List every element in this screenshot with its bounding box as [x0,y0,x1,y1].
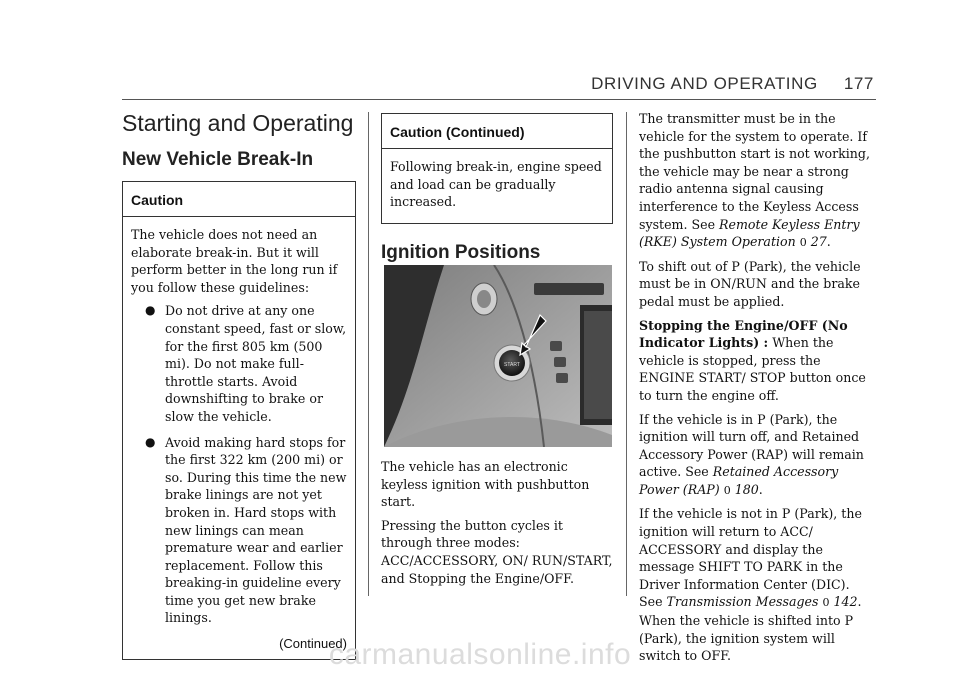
p4-text: If the vehicle is in P (Park), the ignition will turn off, and Retained Accessory Power (RAP) will remain active. See [639,411,864,480]
caution-intro: The vehicle does not need an elaborate break-in. But it will perform better in the long run if you follow these guidelines: [131,227,338,295]
bullet-mark: ● [145,303,156,318]
continued-label: (Continued) [279,636,347,652]
ignition-paragraph-1: The vehicle has an electronic keyless ignition with pushbutton start. [381,459,590,510]
transmitter-paragraph: The transmitter must be in the vehicle for the system to operate. If the pushbutton start is not working, the vehicle may be near a strong radio antenna signal causing interference to the Keyless Access system. See Remote Keyless Entry (RKE) System Operation 0 27. [639,111,870,250]
rke-page-ref[interactable]: 27 [810,234,827,250]
ignition-illustration [384,265,612,447]
transmission-reference-link[interactable]: Transmission Messages [666,594,819,610]
caution-bullet [131,434,347,628]
caution-bullet [131,302,347,425]
header-section: DRIVING AND OPERATING [591,74,818,93]
ignition-button-photo [384,265,612,447]
column-1 [122,110,356,660]
p5-text: If the vehicle is not in P (Park), the ignition will return to ACC/ ACCESSORY and display the message SHIFT TO PARK in the Driver Information Center (DIC). See [639,506,862,610]
subsection-title: New Vehicle Break-In [122,149,314,170]
watermark: carmanualsonline.info [328,638,632,671]
bullet-mark: ● [145,434,156,449]
column-2 [381,113,613,264]
transmission-page-ref[interactable]: 142 [833,594,858,610]
column-3 [639,110,877,671]
shift-paragraph: To shift out of P (Park), the vehicle must be in ON/RUN and the brake pedal must be applied. [639,258,861,309]
bullet-text: Avoid making hard stops for the first 322 km (200 mi) or so. During this time the new brake linings are not yet broken in. Hard stops with new linings can mean premature wear and earlier replacement. Follow this breaking-in guideline every time you get new brake linings. [165,434,347,626]
ignition-paragraph-2: Pressing the button cycles it through three modes: ACC/ACCESSORY, ON/ RUN/START, and Stopping the Engine/OFF. [381,517,613,586]
caution-continued-text: Following break-in, engine speed and load can be gradually increased. [390,159,602,210]
page-number: 177 [843,74,874,93]
column-divider-2 [626,112,627,596]
svg-text:START: START [504,362,520,368]
caution-box [122,181,356,660]
rap-reference-link[interactable]: Retained Accessory Power (RAP) [639,464,839,497]
stopping-paragraph [639,317,877,405]
p5-tail: . When the vehicle is shifted into P (Park), the ignition system will switch to OFF. [639,594,862,664]
p1-text: The transmitter must be in the vehicle for the system to operate. If the pushbutton start is not working, the vehicle may be near a strong radio antenna signal causing interference to the Keyless Access system. See [639,111,870,232]
page-ref-icon: 0 [799,236,807,250]
rap-page-ref[interactable]: 180 [734,481,759,497]
rke-reference-link[interactable]: Remote Keyless Entry (RKE) System Operation [639,216,860,250]
page-ref-icon: 0 [723,483,731,497]
column-2-text [381,458,613,593]
column-divider-1 [368,112,369,596]
stopping-heading: Stopping the Engine/OFF (No Indicator Lights) : [639,317,848,351]
bullet-text: Do not drive at any one constant speed, fast or slow, for the first 805 km (500 mi). Do not make full-throttle starts. Avoid downshifting to brake or slow the vehicle. [165,303,347,424]
park-paragraph: If the vehicle is in P (Park), the ignition will turn off, and Retained Accessory Power (RAP) will remain active. See Retained Accessory Power (RAP) 0 180. [639,411,864,497]
caution-title: Caution [123,182,355,217]
page-header [591,74,874,94]
header-rule [122,99,876,100]
caution-continued-title: Caution (Continued) [382,114,612,149]
section-title: Starting and Operating [122,110,354,136]
ignition-heading: Ignition Positions [381,241,541,263]
p3-text: When the vehicle is stopped, press the ENGINE START/ STOP button once to turn the engine off. [639,335,866,403]
caution-continued-box [381,113,613,224]
page-ref-icon: 0 [822,596,830,610]
